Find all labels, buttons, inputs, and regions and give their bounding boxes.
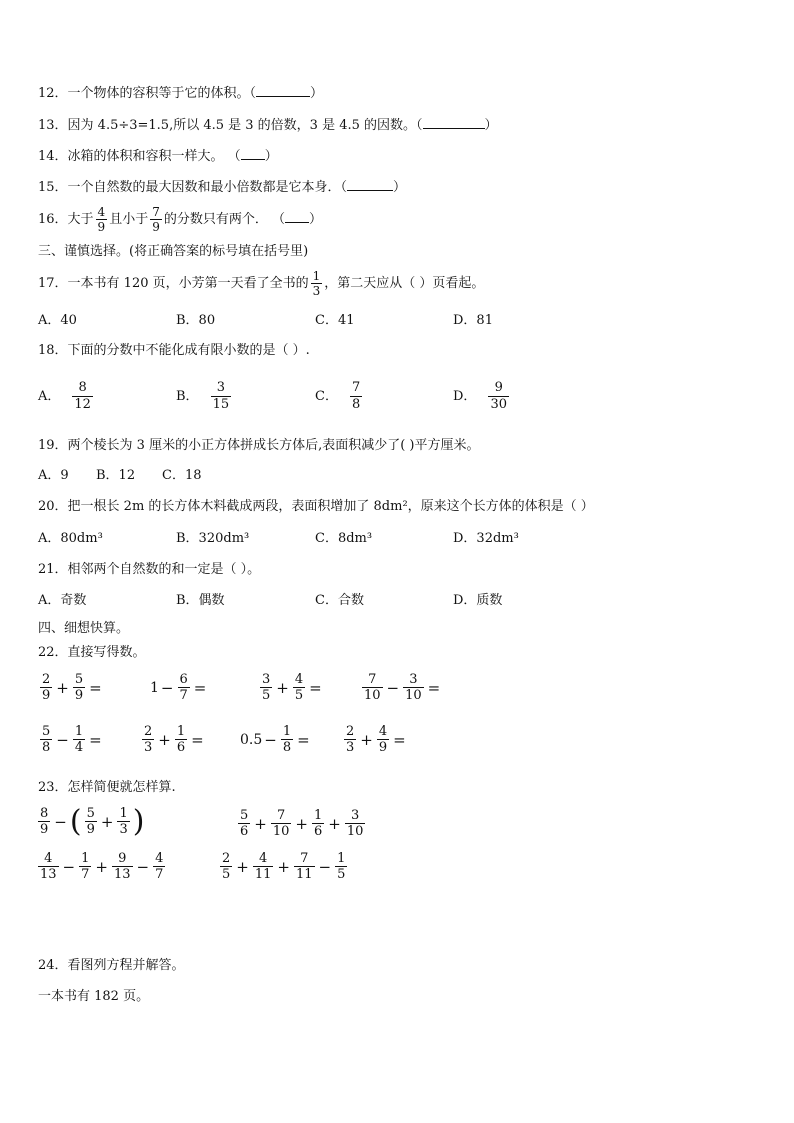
option-a[interactable]: A．40 [38,313,77,328]
expression-22-7: 0.5 − $\frac{1}{8}$ = [240,724,310,755]
question-22: 22．直接写得数。 [38,645,146,660]
option-a[interactable]: A．80dm³ [38,531,103,546]
option-a[interactable]: A． $\frac{8}{12}$ [38,380,91,412]
answer-blank[interactable] [347,178,393,191]
fraction: 7 10 [364,672,381,703]
question-15: 15．一个自然数的最大因数和最小倍数都是它本身．（ ） [38,180,407,195]
option-d[interactable]: D．32dm³ [453,531,519,546]
question-24: 24．看图列方程并解答。 [38,958,185,973]
fraction: $\frac{1}{4}$ [74,724,84,755]
fraction: 3 5 [262,672,271,703]
fraction: $\frac{1}{3}$ [312,269,321,298]
question-23: 23．怎样简便就怎样算. [38,780,176,795]
expression-23-2: 5 6 + $\frac{7}{10}$ + $\frac{1}{6}$ + $\frac{3}{10}$ [240,808,364,839]
fraction: $\frac{5}{9}$ [74,672,84,703]
question-21: 21．相邻两个自然数的和一定是（ ）。 [38,562,261,577]
fraction: $\frac{6}{7}$ [179,672,188,703]
fraction: $\frac{9}{30}$ [490,380,507,412]
answer-blank[interactable] [285,210,309,223]
fraction: 5 9 [86,806,95,837]
expression-22-3: 3 5 + $\frac{4}{5}$ = [262,672,322,703]
option-b[interactable]: B．320dm³ [176,531,250,546]
answer-blank[interactable] [256,84,310,97]
fraction: $\frac{7}{9}$ [152,205,160,234]
fraction: $\frac{4}{5}$ [294,672,304,703]
expression-23-3: 4 13 − $\frac{1}{7}$ + $\frac{9}{13}$ − $\frac{4}{7}$ [40,851,164,882]
fraction: $\frac{7}{10}$ [272,808,290,839]
option-c[interactable]: C．8dm³ [315,531,373,546]
fraction: $\frac{7}{8}$ [351,380,361,412]
option-b[interactable]: B．80 [176,313,216,328]
fraction: $\frac{3}{15}$ [212,380,230,412]
question-18: 18．下面的分数中不能化成有限小数的是（ ）. [38,343,310,358]
fraction: $\frac{8}{12}$ [74,380,91,412]
fraction: $\frac{1}{6}$ [176,724,186,755]
section-3-heading: 三、谨慎选择。(将正确答案的标号填在括号里) [38,244,309,259]
fraction: $\frac{1}{6}$ [313,808,323,839]
option-b[interactable]: B．12 [96,468,136,483]
expression-23-4: 2 5 + $\frac{4}{11}$ + $\frac{7}{11}$ − $\frac{1}{5}$ [222,851,346,882]
option-b[interactable]: B． $\frac{3}{15}$ [176,380,230,412]
expression-22-4: 7 10 − $\frac{3}{10}$ = [364,672,441,703]
option-c[interactable]: C．18 [162,468,202,483]
fraction: $\frac{4}{9}$ [378,724,388,755]
fraction: 2 9 [42,672,51,703]
fraction: 2 3 [346,724,355,755]
option-d[interactable]: D．质数 [453,593,503,608]
fraction: $\frac{4}{11}$ [254,851,272,882]
fraction: $\frac{1}{7}$ [81,851,90,882]
expression-23-1: 8 9 − ( 5 9 + $\frac{1}{3}$ ) [40,803,145,839]
option-c[interactable]: C． $\frac{7}{8}$ [315,380,361,412]
fraction: 4 13 [40,851,57,882]
fraction: 2 3 [144,724,153,755]
question-16: 16．大于 $\frac{4}{9}$ 且小于 $\frac{7}{9}$ 的分数只有两个． （ ） [38,205,322,234]
answer-blank[interactable] [241,147,265,160]
option-b[interactable]: B．偶数 [176,593,225,608]
fraction: 2 5 [222,851,231,882]
fraction: $\frac{4}{7}$ [155,851,164,882]
option-c[interactable]: C．41 [315,313,355,328]
answer-blank[interactable] [423,116,485,129]
option-d[interactable]: D．81 [453,313,493,328]
fraction: $\frac{3}{10}$ [346,808,364,839]
fraction: 5 8 [42,724,51,755]
question-20: 20．把一根长 2m 的长方体木料截成两段，表面积增加了 8dm²，原来这个长方体的体积是（ ） [38,499,594,514]
question-24-stem: 一本书有 182 页。 [38,989,150,1004]
fraction: $\frac{1}{8}$ [282,724,292,755]
fraction: $\frac{1}{3}$ [119,806,128,837]
option-d[interactable]: D． $\frac{9}{30}$ [453,380,507,412]
option-a[interactable]: A．9 [38,468,69,483]
question-13: 13．因为 4.5÷3=1.5,所以 4.5 是 3 的倍数，3 是 4.5 的因数。（ ） [38,118,498,133]
fraction: $\frac{7}{11}$ [295,851,313,882]
question-12: 12．一个物体的容积等于它的体积。（ ） [38,86,324,101]
fraction: $\frac{9}{13}$ [113,851,131,882]
expression-22-6: 2 3 + $\frac{1}{6}$ = [144,724,204,755]
fraction: $\frac{1}{5}$ [337,851,346,882]
expression-22-5: 5 8 − $\frac{1}{4}$ = [42,724,102,755]
question-14: 14．冰箱的体积和容积一样大。 （ ） [38,149,278,164]
option-c[interactable]: C．合数 [315,593,364,608]
expression-22-1: 2 9 + $\frac{5}{9}$ = [42,672,102,703]
option-a[interactable]: A．奇数 [38,593,87,608]
section-4-heading: 四、细想快算。 [38,621,130,636]
fraction: 8 9 [40,806,49,837]
fraction: $\frac{3}{10}$ [405,672,422,703]
expression-22-8: 2 3 + $\frac{4}{9}$ = [346,724,406,755]
fraction: $\frac{4}{9}$ [97,205,106,234]
question-17: 17．一本书有 120 页，小芳第一天看了全书的 $\frac{1}{3}$ ，第二天应从（ ）页看起。 [38,269,485,298]
fraction: 5 6 [240,808,249,839]
question-19: 19．两个棱长为 3 厘米的小正方体拼成长方体后,表面积减少了( )平方厘米。 [38,438,480,453]
expression-22-2: 1 − $\frac{6}{7}$ = [150,672,207,703]
